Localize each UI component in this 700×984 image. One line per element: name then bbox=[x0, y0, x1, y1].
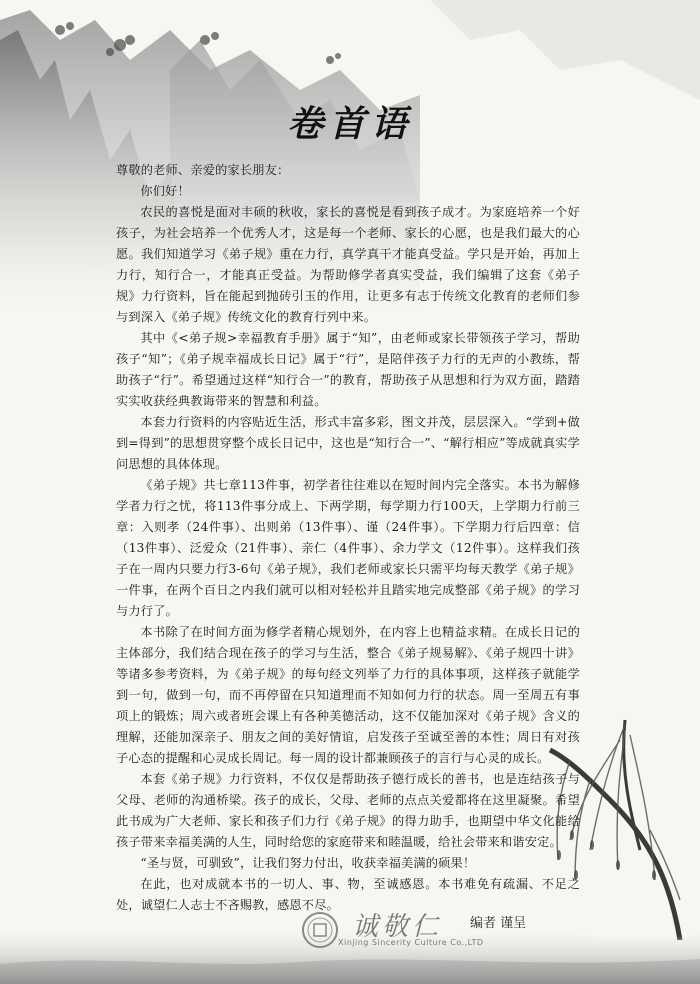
paragraph: 其中《<弟子规>幸福教育手册》属于“知”，由老师或家长带领孩子学习，帮助孩子“知”；《弟子规幸福成长日记》属于“行”，是陪伴孩子力行的无声的小教练，帮助孩子“行”。希望通过这样“知行合一”的教育，帮助孩子从思想和行为双方面，踏踏实实收获经典教诲带来的智慧和利益。 bbox=[116, 331, 580, 408]
brand-calligraphy: 诚敬仁 bbox=[352, 912, 443, 942]
paragraph: “圣与贤，可驯致”，让我们努力付出，收获幸福美满的硕果！ bbox=[140, 856, 476, 870]
paragraph: 《弟子规》共七章113件事，初学者往往难以在短时间内完全落实。本书为解修学者力行之忧，将113件事分成上、下两学期，每学期力行100天，上学期力行前三章：入则孝（24件事）、出则弟（13件事）、谨（24件事）。下学期力行后四章：信（13件事）、泛爱众（21件事）、亲仁（4件事）、余力学文（12件事）。这样我们孩子在一周内只要力行3-6句《弟子规》，我们老师或家长只需平均每天教学《弟子规》一件事，在两个百日之内我们就可以相对轻松并且踏实地完成整部《弟子规》的学习与力行了。 bbox=[116, 478, 580, 618]
preface-body bbox=[116, 160, 580, 916]
footer-signature bbox=[300, 904, 560, 954]
greeting-line: 你们好！ bbox=[140, 184, 190, 198]
paragraph: 本书除了在时间方面为修学者精心规划外，在内容上也精益求精。在成长日记的主体部分，我们结合现在孩子的学习与生活，整合《弟子规易解》、《弟子规四十讲》等诸多参考资料，为《弟子规》的每句经文列举了力行的具体事项，这样孩子就能学到一句，做到一句，而不再停留在只知道理而不知如何力行的状态。周一至周五有事项上的锻炼；周六或者班会课上有各种美德活动，这不仅能加深对《弟子规》含义的理解，还能加深亲子、朋友之间的美好情谊，启发孩子至诚至善的本性；周日有对孩子心态的提醒和心灵成长周记。每一周的设计都兼顾孩子的言行与心灵的成长。 bbox=[116, 625, 580, 765]
company-name: Xinjing Sincerity Culture Co.,LTD bbox=[338, 938, 484, 947]
paragraph: 农民的喜悦是面对丰硕的秋收，家长的喜悦是看到孩子成才。为家庭培养一个好孩子，为社会培养一个优秀人才，这是每一个老师、家长的心愿，也是我们最大的心愿。我们知道学习《弟子规》重在力行，真学真干才能真受益。学只是开始，再加上力行，知行合一，才能真正受益。为帮助修学者真实受益，我们编辑了这套《弟子规》力行资料，旨在能起到抛砖引玉的作用，让更多有志于传统文化教育的老师们参与到深入《弟子规》传统文化的教育行列中来。 bbox=[116, 205, 580, 324]
page-title: 卷首语 bbox=[286, 103, 413, 145]
paragraph: 本套力行资料的内容贴近生活，形式丰富多彩，图文并茂，层层深入。“学到+做到=得到”的思想贯穿整个成长日记中，这也是“知行合一”、“解行相应”等成就真实学问思想的具体体现。 bbox=[116, 415, 580, 471]
salutation-line: 尊敬的老师、亲爱的家长朋友： bbox=[116, 163, 290, 177]
paragraph: 本套《弟子规》力行资料，不仅仅是帮助孩子德行成长的善书，也是连结孩子与父母、老师的沟通桥梁。孩子的成长，父母、老师的点点关爱都将在这里凝聚。希望此书成为广大老师、家长和孩子们力行《弟子规》的得力助手，也期望中华文化能给孩子带来幸福美满的人生，同时给您的家庭带来和睦温暖，给社会带来和谐安定。 bbox=[116, 772, 580, 849]
paragraph: 在此，也对成就本书的一切人、事、物，至诚感恩。本书难免有疏漏、不足之处，诚望仁人志士不吝赐教，感恩不尽。 bbox=[116, 877, 580, 912]
seal-logo-icon bbox=[300, 910, 340, 950]
author-signature: 编者 谨呈 bbox=[470, 916, 527, 931]
